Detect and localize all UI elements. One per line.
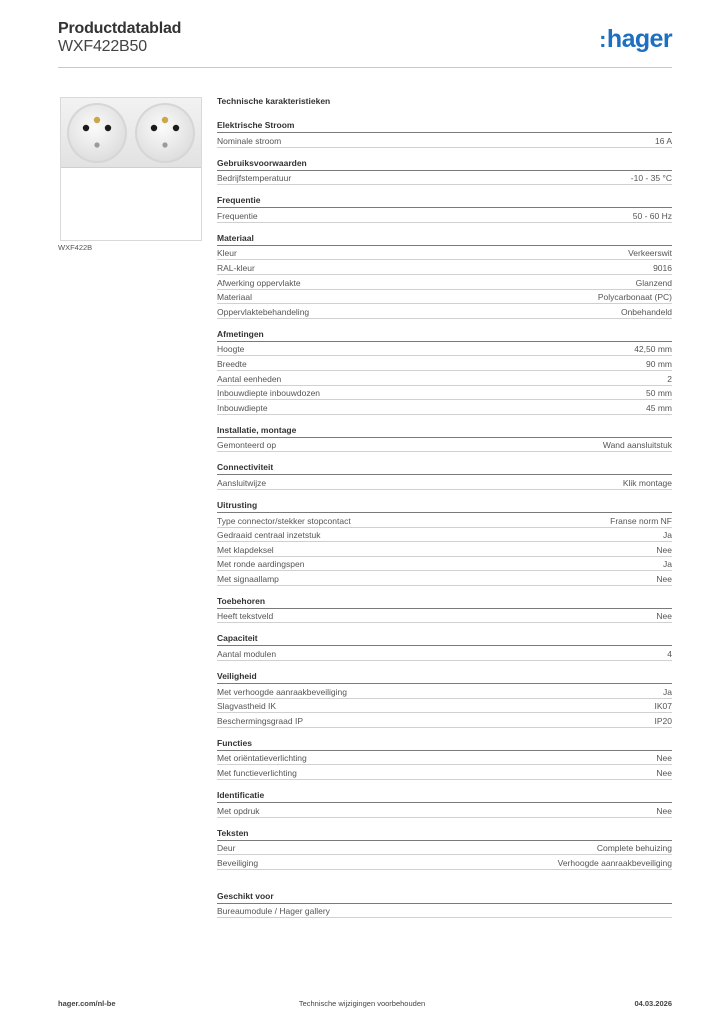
spec-row — [217, 475, 672, 490]
spec-section-title: Connectiviteit — [217, 461, 672, 475]
spec-section — [217, 232, 672, 319]
spec-section — [217, 737, 672, 780]
spec-label: Frequentie — [217, 210, 258, 221]
spec-label: Met oriëntatieverlichting — [217, 753, 307, 764]
spec-value: 9016 — [653, 262, 672, 273]
spec-section — [217, 890, 672, 919]
spec-label: Met verhoogde aanraakbeveiliging — [217, 686, 347, 697]
spec-value: Nee — [656, 753, 672, 764]
spec-label: Inbouwdiepte inbouwdozen — [217, 388, 321, 399]
spec-row — [217, 371, 672, 386]
spec-label: Aansluitwijze — [217, 477, 267, 488]
spec-section-title: Elektrische Stroom — [217, 119, 672, 133]
header-divider — [58, 67, 672, 68]
spec-value: Glanzend — [635, 277, 672, 288]
spec-section-title: Afmetingen — [217, 328, 672, 342]
spec-row — [217, 356, 672, 371]
spec-section — [217, 595, 672, 624]
spec-label: Materiaal — [217, 292, 252, 303]
footer-disclaimer: Technische wijzigingen voorbehouden — [298, 999, 426, 1008]
footer-date: 04.03.2026 — [634, 999, 672, 1008]
spec-value: -10 - 35 °C — [630, 173, 672, 184]
spec-section — [217, 328, 672, 415]
spec-section-title: Capaciteit — [217, 632, 672, 646]
spec-section-title: Toebehoren — [217, 595, 672, 609]
spec-label: Deur — [217, 843, 236, 854]
document-title: Productdatablad — [58, 20, 182, 37]
spec-value: Ja — [663, 686, 672, 697]
spec-section-title: Geschikt voor — [217, 890, 672, 904]
spec-row — [217, 171, 672, 186]
spec-row — [217, 841, 672, 856]
spec-value: Verhoogde aanraakbeveiliging — [557, 857, 672, 868]
specifications — [217, 95, 672, 927]
spec-row — [217, 290, 672, 305]
spec-section — [217, 194, 672, 223]
spec-row — [217, 304, 672, 319]
spec-label: Aantal modulen — [217, 649, 277, 660]
spec-section-title: Teksten — [217, 827, 672, 841]
spec-label: Beveiliging — [217, 857, 259, 868]
spec-label: Met signaallamp — [217, 573, 279, 584]
spec-value: Klik montage — [622, 477, 672, 488]
logo-colon-mark: : — [599, 27, 606, 52]
spec-label: Bureaumodule / Hager gallery — [217, 906, 330, 917]
spec-label: Met ronde aardingspen — [217, 559, 305, 570]
product-code: WXF422B50 — [58, 38, 147, 55]
spec-sections — [217, 119, 672, 918]
spec-row — [217, 684, 672, 699]
spec-value: Nee — [656, 805, 672, 816]
spec-section — [217, 789, 672, 818]
spec-row — [217, 557, 672, 572]
spec-label: Hoogte — [217, 344, 245, 355]
spec-value: Nee — [656, 611, 672, 622]
spec-row — [217, 513, 672, 528]
spec-section — [217, 499, 672, 586]
spec-value: 4 — [667, 649, 672, 660]
spec-value: 90 mm — [646, 358, 672, 369]
spec-label: Aantal eenheden — [217, 373, 282, 384]
spec-value: Nee — [656, 573, 672, 584]
spec-label: Breedte — [217, 358, 247, 369]
spec-section-title: Installatie, montage — [217, 424, 672, 438]
spec-section-title: Veiligheid — [217, 670, 672, 684]
spec-value: Nee — [656, 544, 672, 555]
spec-section-title: Materiaal — [217, 232, 672, 246]
spec-row — [217, 713, 672, 728]
spec-row — [217, 246, 672, 261]
spec-section — [217, 119, 672, 148]
spec-label: Met opdruk — [217, 805, 260, 816]
spec-value: Wand aansluitstuk — [602, 440, 672, 451]
spec-section — [217, 827, 672, 870]
spec-value: 45 mm — [646, 402, 672, 413]
spec-row — [217, 646, 672, 661]
spec-section-title: Frequentie — [217, 194, 672, 208]
image-caption: WXF422B — [58, 243, 93, 252]
spec-row — [217, 342, 672, 357]
spec-row — [217, 438, 672, 453]
spec-value: Ja — [663, 530, 672, 541]
spec-row — [217, 765, 672, 780]
spec-label: Bedrijfstemperatuur — [217, 173, 292, 184]
spec-row — [217, 751, 672, 766]
spec-row — [217, 133, 672, 148]
spec-value: IK07 — [654, 701, 672, 712]
spec-row — [217, 386, 672, 401]
spec-value: 50 mm — [646, 388, 672, 399]
spec-row — [217, 609, 672, 624]
spec-value: 16 A — [654, 135, 672, 146]
spec-row — [217, 571, 672, 586]
spec-row — [217, 803, 672, 818]
spec-section — [217, 461, 672, 490]
spec-section — [217, 157, 672, 186]
spec-section-title: Functies — [217, 737, 672, 751]
spec-row — [217, 855, 672, 870]
spec-row — [217, 260, 672, 275]
spec-label: Met functieverlichting — [217, 768, 297, 779]
spec-label: Nominale stroom — [217, 135, 282, 146]
spec-label: Heeft tekstveld — [217, 611, 274, 622]
spec-value: Onbehandeld — [620, 306, 672, 317]
footer-website: hager.com/nl-be — [58, 999, 116, 1008]
spec-row — [217, 208, 672, 223]
spec-label: Gemonteerd op — [217, 440, 277, 451]
spec-value: Franse norm NF — [610, 515, 672, 526]
spec-section-title: Uitrusting — [217, 499, 672, 513]
spec-value: Complete behuizing — [596, 843, 672, 854]
spec-value: Verkeerswit — [628, 248, 672, 259]
spec-value: Polycarbonaat (PC) — [597, 292, 672, 303]
spec-row — [217, 542, 672, 557]
spec-value: 50 - 60 Hz — [632, 210, 672, 221]
spec-label: Gedraaid centraal inzetstuk — [217, 530, 321, 541]
spec-row — [217, 275, 672, 290]
specifications-title: Technische karakteristieken — [217, 96, 331, 106]
double-socket-outlet-image — [61, 98, 201, 240]
spec-value: Ja — [663, 559, 672, 570]
spec-row — [217, 528, 672, 543]
spec-section-title: Gebruiksvoorwaarden — [217, 157, 672, 171]
spec-value: Nee — [656, 768, 672, 779]
spec-value: 42,50 mm — [634, 344, 672, 355]
spec-section — [217, 670, 672, 728]
spec-row — [217, 699, 672, 714]
logo-text: hager — [606, 25, 672, 53]
spec-label: Kleur — [217, 248, 237, 259]
spec-label: Type connector/stekker stopcontact — [217, 515, 351, 526]
spec-section-title: Identificatie — [217, 789, 672, 803]
spec-row — [217, 400, 672, 415]
spec-value: IP20 — [654, 715, 672, 726]
spec-section — [217, 424, 672, 453]
spec-label: Beschermingsgraad IP — [217, 715, 303, 726]
hager-logo — [599, 27, 672, 52]
spec-section — [217, 632, 672, 661]
spec-value: 2 — [667, 373, 672, 384]
spec-label: Oppervlaktebehandeling — [217, 306, 310, 317]
spec-row — [217, 904, 672, 919]
spec-label: RAL-kleur — [217, 262, 255, 273]
spec-label: Afwerking oppervlakte — [217, 277, 301, 288]
spec-label: Inbouwdiepte — [217, 402, 268, 413]
spec-label: Met klapdeksel — [217, 544, 274, 555]
spec-label: Slagvastheid IK — [217, 701, 277, 712]
product-image-frame — [60, 97, 202, 241]
